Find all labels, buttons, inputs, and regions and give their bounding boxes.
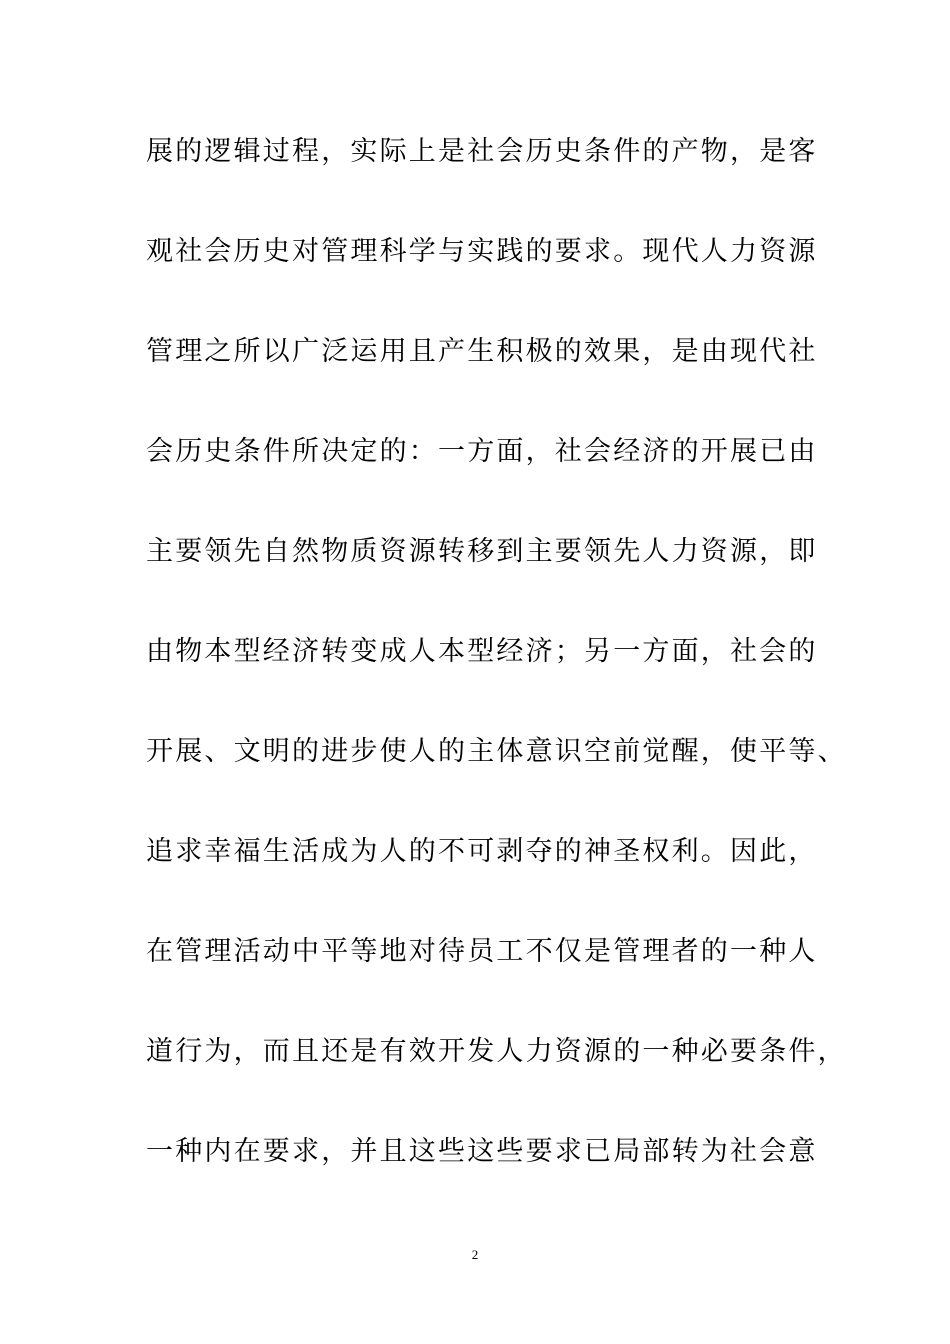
text-line: 会历史条件所决定的：一方面，社会经济的开展已由: [146, 436, 818, 467]
text-line: 在管理活动中平等地对待员工不仅是管理者的一种人: [146, 936, 818, 967]
text-line: 主要领先自然物质资源转移到主要领先人力资源，即: [146, 536, 818, 567]
page-number: 2: [471, 1247, 479, 1262]
text-line: 道行为，而且还是有效开发人力资源的一种必要条件，: [146, 1036, 847, 1067]
body-text: [146, 126, 847, 1226]
text-line: 一种内在要求，并且这些这些要求已局部转为社会意: [146, 1136, 818, 1167]
text-line: 追求幸福生活成为人的不可剥夺的神圣权利。因此，: [146, 836, 818, 867]
text-line: 观社会历史对管理科学与实践的要求。现代人力资源: [146, 236, 818, 267]
text-line: 展的逻辑过程，实际上是社会历史条件的产物，是客: [146, 136, 818, 167]
text-line: 开展、文明的进步使人的主体意识空前觉醒，使平等、: [146, 736, 847, 767]
text-line: 由物本型经济转变成人本型经济；另一方面，社会的: [146, 636, 818, 667]
text-line: 管理之所以广泛运用且产生积极的效果，是由现代社: [146, 336, 818, 367]
